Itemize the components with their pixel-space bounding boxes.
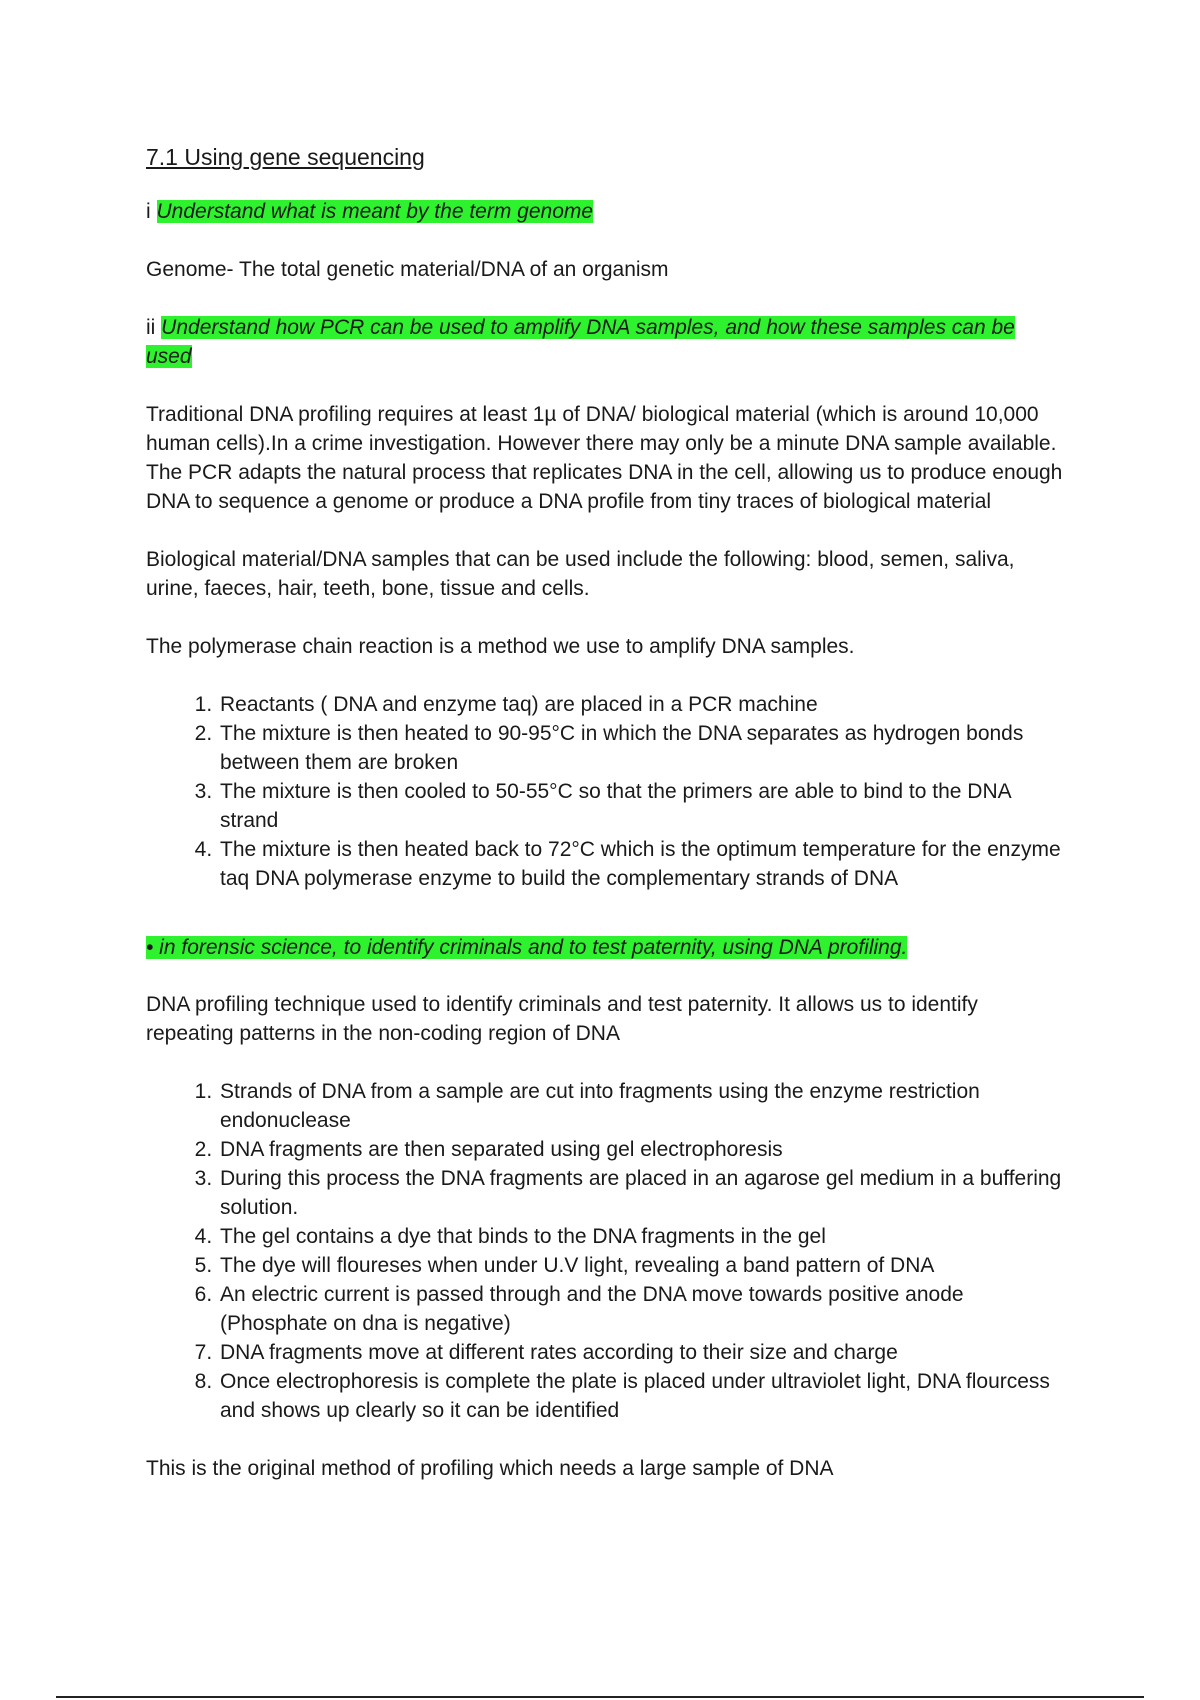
list-item: 4. The mixture is then heated back to 72°C which is the optimum temperature for the enzyme taq DNA polymerase enzyme to build the complementary strands of DNA <box>218 835 1066 893</box>
closing-paragraph: This is the original method of profiling which needs a large sample of DNA <box>146 1457 834 1480</box>
pcr-steps-list <box>146 690 1066 893</box>
genome-definition: Genome- The total genetic material/DNA of an organism <box>146 258 669 281</box>
list-item: 1. Strands of DNA from a sample are cut into fragments using the enzyme restriction endonuclease <box>218 1077 1066 1135</box>
section-i-prefix: i <box>146 200 157 223</box>
section-ii-heading: Understand how PCR can be used to amplify DNA samples, and how these samples can be used <box>146 316 1015 368</box>
profiling-steps-list <box>146 1077 1066 1425</box>
section-ii-prefix: ii <box>146 316 162 339</box>
profiling-intro-paragraph: DNA profiling technique used to identify criminals and test paternity. It allows us to identify repeating patterns in the non-coding region of DNA <box>146 993 978 1045</box>
list-item: 3. The mixture is then cooled to 50-55°C so that the primers are able to bind to the DNA strand <box>218 777 1066 835</box>
list-item: 8. Once electrophoresis is complete the plate is placed under ultraviolet light, DNA flourcess and shows up clearly so it can be identified <box>218 1367 1066 1425</box>
section-ii-heading-line <box>146 313 1066 371</box>
document-body <box>146 142 1066 1512</box>
traditional-profiling-paragraph: Traditional DNA profiling requires at least 1µ of DNA/ biological material (which is around 10,000 human cells).In a crime investigation. However there may only be a minute DNA sample available. The PCR adapts the natural process that replicates DNA in the cell, allowing us to produce enough DNA to sequence a genome or produce a DNA profile from tiny traces of biological material <box>146 403 1063 513</box>
list-item: 6. An electric current is passed through and the DNA move towards positive anode (Phosphate on dna is negative) <box>218 1280 1066 1338</box>
forensic-heading-line <box>146 933 1066 962</box>
pcr-intro-paragraph: The polymerase chain reaction is a method we use to amplify DNA samples. <box>146 635 855 658</box>
list-item: 7. DNA fragments move at different rates according to their size and charge <box>218 1338 1066 1367</box>
section-i-heading-line <box>146 197 1066 226</box>
list-item: 4. The gel contains a dye that binds to the DNA fragments in the gel <box>218 1222 1066 1251</box>
page-bottom-divider <box>56 1696 1144 1698</box>
list-item: 2. The mixture is then heated to 90-95°C in which the DNA separates as hydrogen bonds between them are broken <box>218 719 1066 777</box>
page-title: 7.1 Using gene sequencing <box>146 144 425 170</box>
list-item: 1. Reactants ( DNA and enzyme taq) are placed in a PCR machine <box>218 690 1066 719</box>
forensic-heading: • in forensic science, to identify criminals and to test paternity, using DNA profiling. <box>146 936 908 959</box>
list-item: 5. The dye will floureses when under U.V light, revealing a band pattern of DNA <box>218 1251 1066 1280</box>
list-item: 3. During this process the DNA fragments are placed in an agarose gel medium in a buffering solution. <box>218 1164 1066 1222</box>
list-item: 2. DNA fragments are then separated using gel electrophoresis <box>218 1135 1066 1164</box>
samples-paragraph: Biological material/DNA samples that can be used include the following: blood, semen, saliva, urine, faeces, hair, teeth, bone, tissue and cells. <box>146 548 1015 600</box>
section-i-heading: Understand what is meant by the term genome <box>156 200 594 223</box>
